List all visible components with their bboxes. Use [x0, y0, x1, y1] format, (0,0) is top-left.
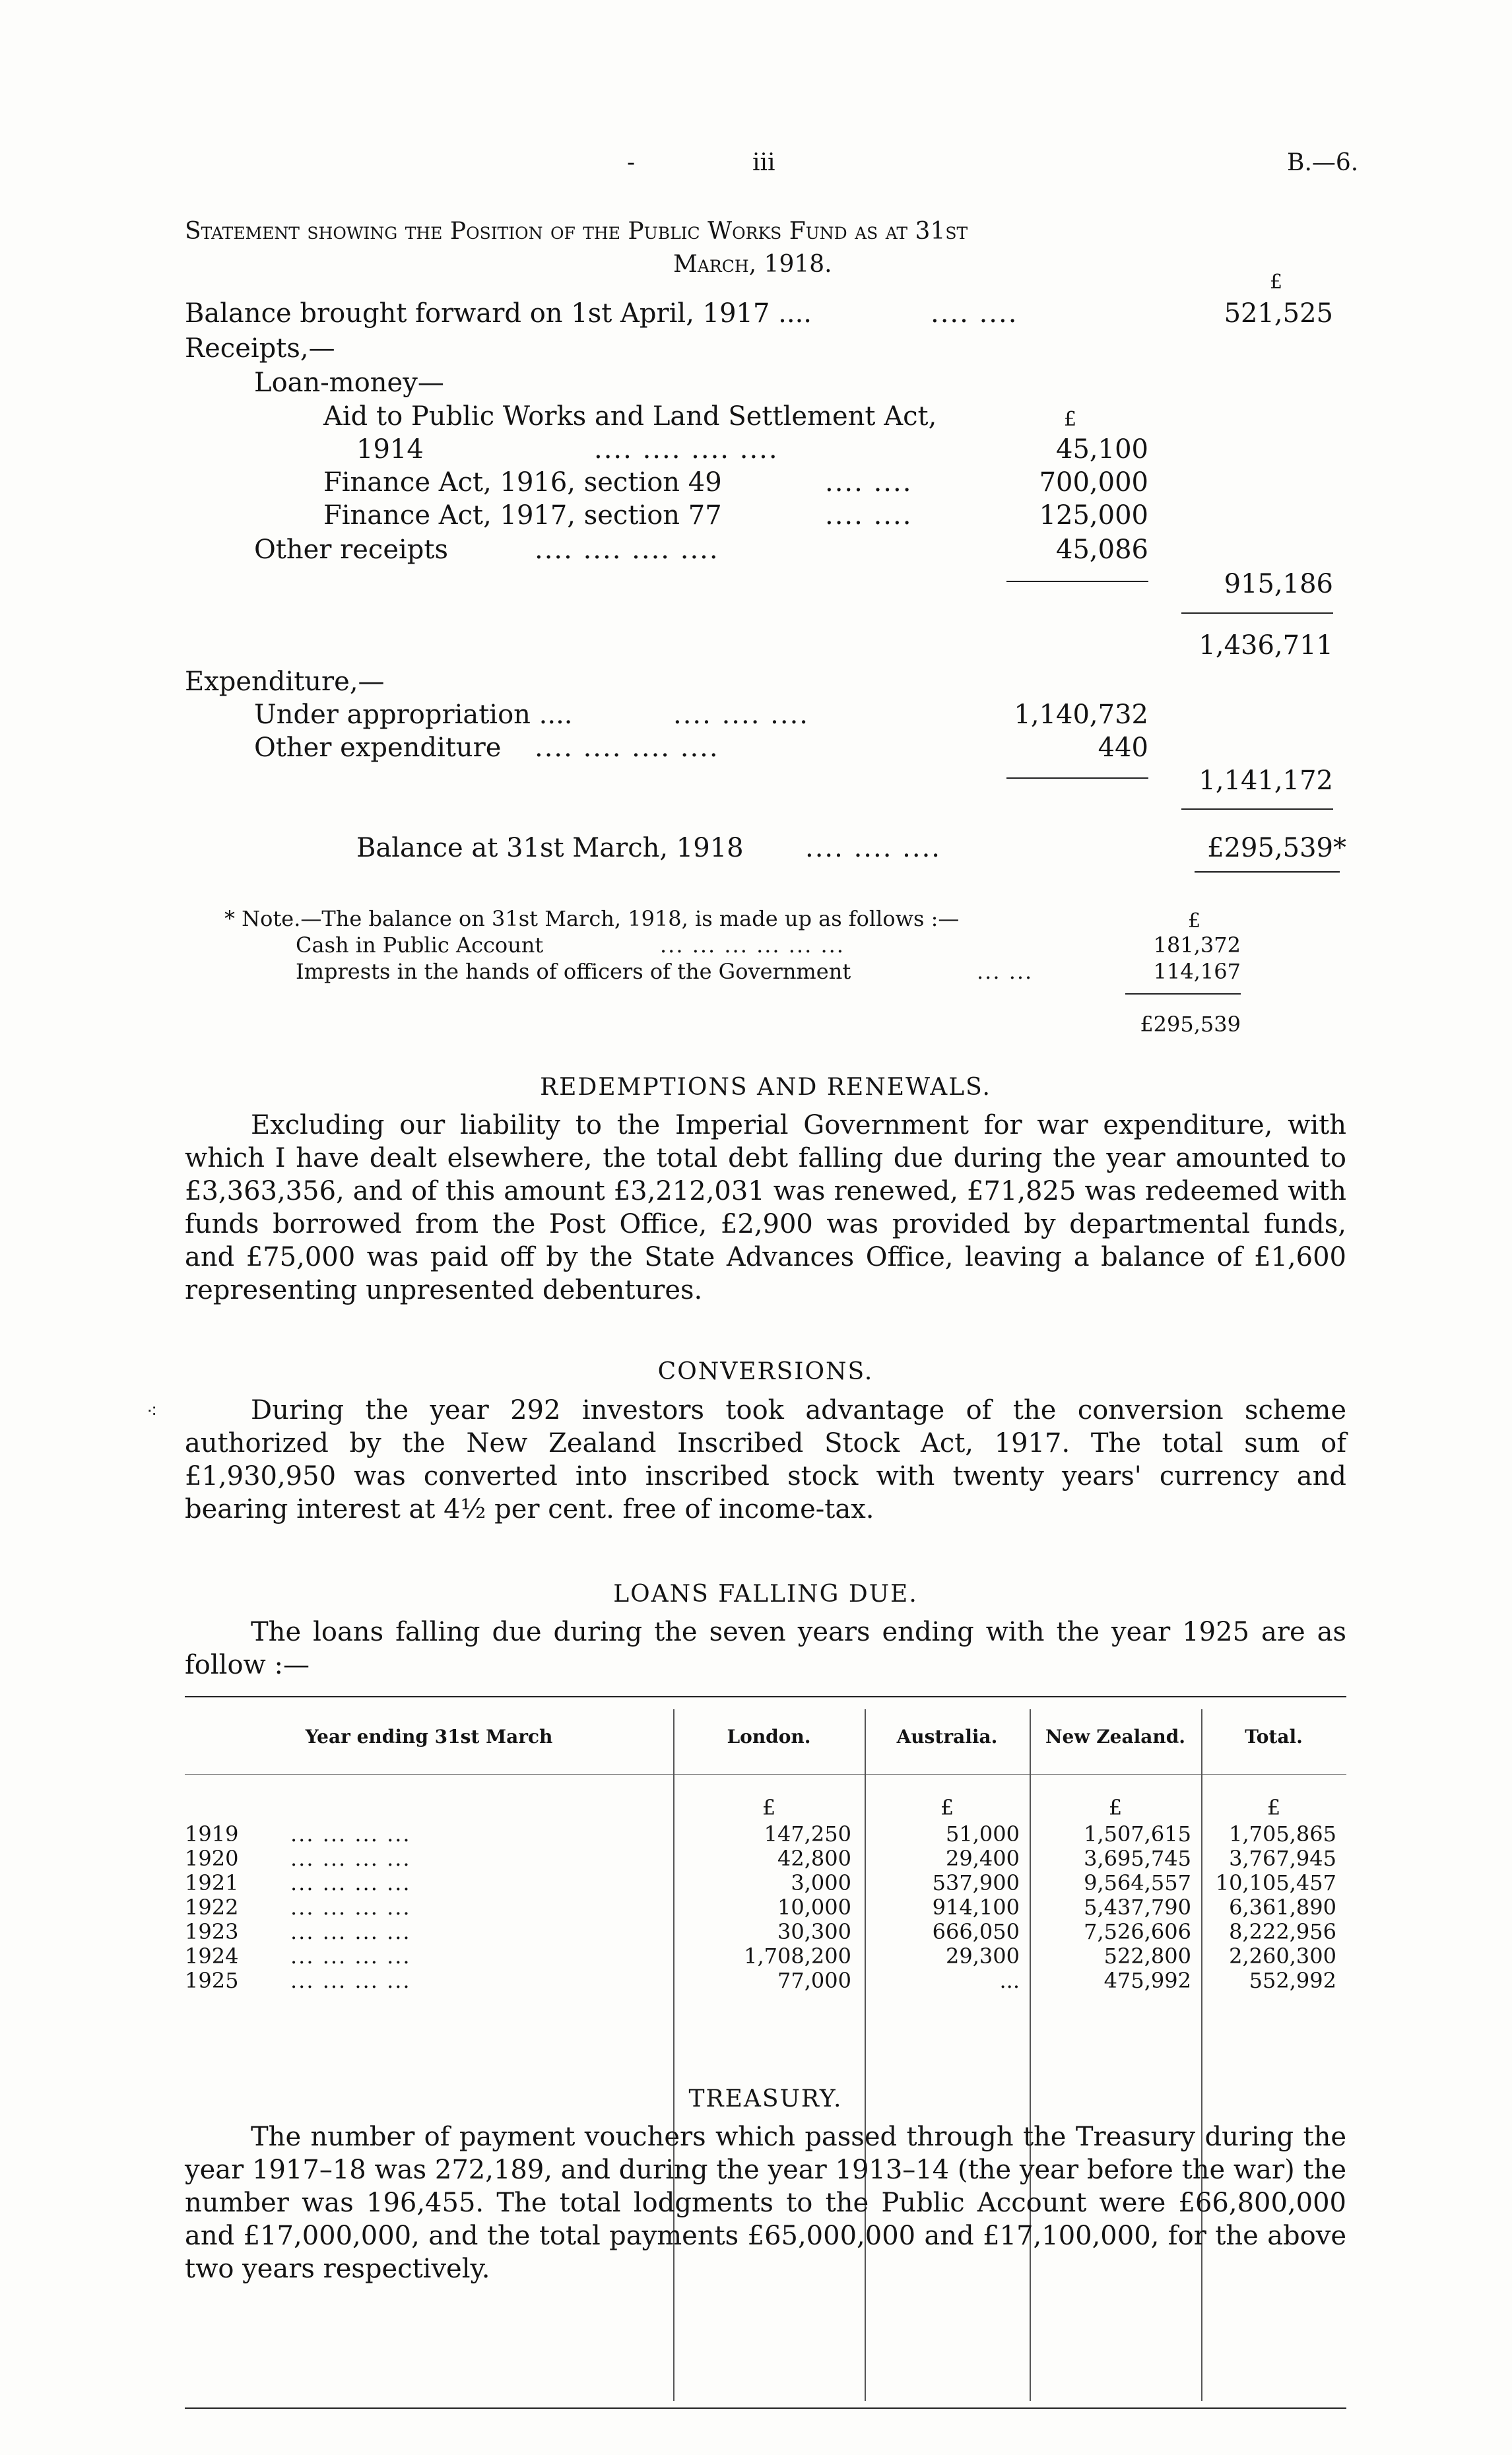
balance-forward-label: Balance brought forward on 1st April, 1917 .... — [185, 298, 812, 329]
treasury-paragraph: The number of payment vouchers which passed through the Treasury during the year 1917–18 was 272,189, and during the year 1913–14 (the year before the war) the number was 196,455. The total lodgments to the Public Account were £66,800,000 and £17,000,000, and the total payments £65,000,000 and £17,100,000, for the above two years respectively. — [185, 2122, 1346, 2284]
cell-london: 77,000 — [777, 1968, 851, 1993]
treasury-heading: TREASURY. — [688, 2085, 843, 2112]
loans-intro: The loans falling due during the seven years ending with the year 1925 are as follow :— — [185, 1617, 1346, 1680]
aid-value: 45,100 — [1056, 434, 1148, 465]
cell-new-zealand: 5,437,790 — [1084, 1895, 1191, 1920]
currency-total: £ — [1266, 1795, 1281, 1820]
conversions-heading: CONVERSIONS. — [657, 1358, 874, 1385]
page-number: iii — [752, 149, 775, 176]
expenditure-label: Expenditure,— — [185, 667, 385, 697]
expenditure-total: 1,141,172 — [1199, 766, 1333, 796]
table-bottom-rule — [185, 2407, 1346, 2409]
cell-australia: 29,300 — [946, 1944, 1020, 1969]
currency-australia: £ — [940, 1795, 954, 1820]
note-currency: £ — [1188, 909, 1201, 933]
note-imprests-value: 114,167 — [1153, 959, 1241, 984]
cell-australia: 51,000 — [946, 1821, 1020, 1847]
cell-year: 1921 — [185, 1870, 239, 1895]
redemptions-paragraph: Excluding our liability to the Imperial Government for war expenditure, with which I have dealt elsewhere, the total debt falling due during the year amounted to £3,363,356, and of this amount £3,212,031 was renewed, £71,825 was redeemed with funds borrowed from the Post Office, £2,900 was provided by departmental funds, and £75,000 was paid off by the State Advances Office, leaving a balance of £1,600 representing unpresented debentures. — [185, 1110, 1346, 1305]
balance-forward-dots: .... .... — [931, 298, 1018, 329]
cell-new-zealand: 522,800 — [1103, 1944, 1191, 1969]
redemptions-paragraph-block — [185, 1109, 1346, 1307]
finance-1917-value: 125,000 — [1039, 500, 1148, 531]
statement-currency: £ — [1270, 271, 1283, 294]
cell-new-zealand: 1,507,615 — [1084, 1821, 1191, 1847]
cell-australia: 666,050 — [932, 1919, 1020, 1944]
currency-new-zealand: £ — [1108, 1795, 1123, 1820]
receipts-total: 915,186 — [1224, 569, 1333, 599]
note-cash-value: 181,372 — [1153, 933, 1241, 958]
other-expenditure-dots: .... .... .... .... — [535, 733, 719, 763]
col-header-london: London. — [727, 1726, 811, 1748]
treasury-paragraph-block — [185, 2120, 1346, 2285]
other-expenditure-value: 440 — [1098, 733, 1148, 763]
col-header-new-zealand: New Zealand. — [1045, 1726, 1186, 1748]
document-reference: B.—6. — [1287, 149, 1359, 176]
cell-year: 1919 — [185, 1821, 239, 1847]
subtotal: 1,436,711 — [1199, 630, 1333, 661]
conversions-paragraph-block — [185, 1394, 1346, 1526]
note-total: £295,539 — [1140, 1012, 1241, 1037]
note-imprests-label: Imprests in the hands of officers of the Government — [296, 959, 851, 984]
other-receipts-value: 45,086 — [1056, 535, 1148, 565]
header-dash: - — [627, 149, 636, 176]
under-appropriation-dots: .... .... .... — [673, 700, 810, 730]
row-leader-dots: ... ... ... ... — [290, 1870, 411, 1895]
col-header-australia: Australia. — [896, 1726, 998, 1748]
cell-total: 10,105,457 — [1215, 1870, 1336, 1895]
row-leader-dots: ... ... ... ... — [290, 1944, 411, 1969]
cell-australia: 914,100 — [932, 1895, 1020, 1920]
currency-london: £ — [762, 1795, 776, 1820]
finance-1917-dots: .... .... — [825, 500, 913, 531]
closing-rule — [1181, 808, 1333, 810]
other-receipts-label: Other receipts — [254, 535, 449, 565]
cell-london: 42,800 — [777, 1846, 851, 1871]
cell-year: 1920 — [185, 1846, 239, 1871]
cell-year: 1924 — [185, 1944, 239, 1969]
cell-total: 3,767,945 — [1229, 1846, 1336, 1871]
cell-new-zealand: 7,526,606 — [1084, 1919, 1191, 1944]
other-receipts-dots: .... .... .... .... — [535, 535, 719, 565]
cell-year: 1922 — [185, 1895, 239, 1920]
statement-title-line1: Statement showing the Position of the Public Works Fund as at 31st — [185, 218, 968, 245]
finance-1916-dots: .... .... — [825, 467, 913, 498]
finance-1916-value: 700,000 — [1039, 467, 1148, 498]
col-header-total: Total. — [1245, 1726, 1303, 1748]
aid-dots: .... .... .... .... — [594, 434, 779, 465]
row-leader-dots: ... ... ... ... — [290, 1919, 411, 1944]
cell-total: 2,260,300 — [1229, 1944, 1336, 1969]
margin-mark-icon: ⁖ — [147, 1400, 158, 1422]
loans-intro-block — [185, 1616, 1346, 1682]
table-top-rule — [185, 1696, 1346, 1697]
row-leader-dots: ... ... ... ... — [290, 1968, 411, 1993]
loan-money-label: Loan-money— — [254, 368, 444, 398]
cell-london: 30,300 — [777, 1919, 851, 1944]
receipts-label: Receipts,— — [185, 333, 335, 364]
closing-balance-dots: .... .... .... — [805, 833, 942, 863]
aid-currency: £ — [1064, 408, 1077, 431]
row-leader-dots: ... ... ... ... — [290, 1821, 411, 1847]
finance-1916-label: Finance Act, 1916, section 49 — [323, 467, 722, 498]
cell-total: 8,222,956 — [1229, 1919, 1336, 1944]
aid-label: Aid to Public Works and Land Settlement Act, — [323, 401, 937, 432]
note-rule — [1125, 993, 1241, 995]
under-appropriation-value: 1,140,732 — [1014, 700, 1148, 730]
note-cash-dots: ... ... ... ... ... ... — [660, 933, 845, 958]
cell-australia: ... — [999, 1968, 1020, 1993]
closing-double-rule — [1195, 871, 1340, 873]
note-line: * Note.—The balance on 31st March, 1918, is made up as follows :— — [224, 906, 960, 931]
loans-heading: LOANS FALLING DUE. — [613, 1581, 918, 1608]
cell-total: 6,361,890 — [1229, 1895, 1336, 1920]
cell-london: 3,000 — [791, 1870, 851, 1895]
cell-year: 1923 — [185, 1919, 239, 1944]
cell-london: 1,708,200 — [744, 1944, 851, 1969]
cell-new-zealand: 475,992 — [1103, 1968, 1191, 1993]
row-leader-dots: ... ... ... ... — [290, 1895, 411, 1920]
cell-new-zealand: 9,564,557 — [1084, 1870, 1191, 1895]
conversions-paragraph: During the year 292 investors took advantage of the conversion scheme authorized by the New Zealand Inscribed Stock Act, 1917. The total sum of £1,930,950 was converted into inscribed stock with twenty years' currency and bearing interest at 4½ per cent. free of income-tax. — [185, 1395, 1346, 1524]
table-header-rule — [185, 1774, 1346, 1775]
subtotal-rule — [1181, 612, 1333, 614]
other-expenditure-label: Other expenditure — [254, 733, 502, 763]
row-leader-dots: ... ... ... ... — [290, 1846, 411, 1871]
cell-total: 552,992 — [1249, 1968, 1336, 1993]
note-cash-label: Cash in Public Account — [296, 933, 544, 958]
col-header-year: Year ending 31st March — [305, 1726, 553, 1748]
closing-balance-label: Balance at 31st March, 1918 — [356, 833, 744, 863]
balance-forward-value: 521,525 — [1224, 298, 1333, 329]
aid-year: 1914 — [356, 434, 424, 465]
cell-australia: 29,400 — [946, 1846, 1020, 1871]
cell-london: 147,250 — [764, 1821, 851, 1847]
cell-australia: 537,900 — [932, 1870, 1020, 1895]
loans-table — [185, 1696, 1346, 1993]
statement-title-line2: March, 1918. — [673, 251, 832, 278]
under-appropriation-label: Under appropriation .... — [254, 700, 573, 730]
closing-balance-value: £295,539* — [1207, 833, 1346, 863]
finance-1917-label: Finance Act, 1917, section 77 — [323, 500, 722, 531]
note-imprests-dots: ... ... — [977, 959, 1034, 984]
cell-total: 1,705,865 — [1229, 1821, 1336, 1847]
cell-year: 1925 — [185, 1968, 239, 1993]
cell-new-zealand: 3,695,745 — [1084, 1846, 1191, 1871]
cell-london: 10,000 — [777, 1895, 851, 1920]
redemptions-heading: REDEMPTIONS AND RENEWALS. — [540, 1074, 991, 1101]
